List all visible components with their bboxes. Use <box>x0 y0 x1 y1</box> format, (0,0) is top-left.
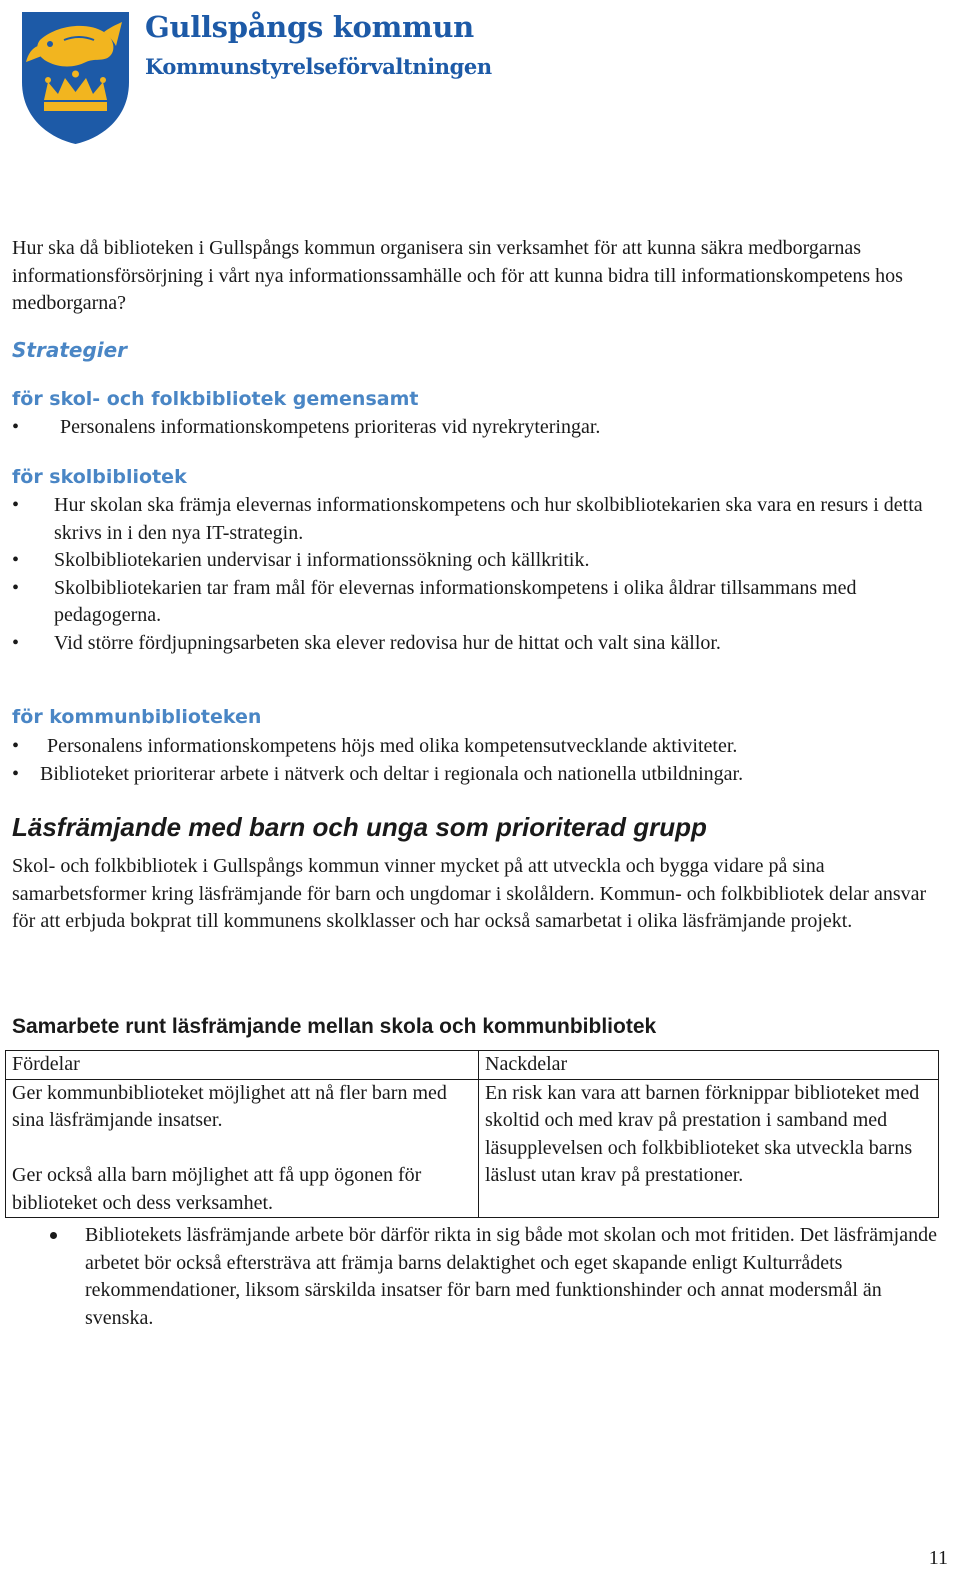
list-item: • Personalens informationskompetens prioriteras vid nyrekryteringar. <box>12 414 952 442</box>
advantages-cell <box>6 1079 479 1218</box>
disadvantages-cell: En risk kan vara att barnen förknippar biblioteket med skoltid och med krav på prestation i samband med läsupplevelsen och folkbiblioteket ska utveckla barns läslust utan krav på prestationer. <box>479 1079 939 1218</box>
municipal-list <box>12 733 952 788</box>
table-row <box>6 1079 939 1218</box>
list-item: • Hur skolan ska främja elevernas informationskompetens och hur skolbibliotekarien ska vara en resurs i detta skrivs in i den nya IT-strategin. <box>12 492 952 547</box>
strategies-heading: Strategier <box>12 338 128 362</box>
document-header <box>18 8 498 148</box>
advantage-item: Ger kommunbiblioteket möjlighet att nå fler barn med sina läsfrämjande insatser. <box>12 1081 447 1131</box>
list-item: • Skolbibliotekarien tar fram mål för elevernas informationskompetens i olika åldrar tillsammans med pedagogerna. <box>12 575 952 630</box>
table-heading: Samarbete runt läsfrämjande mellan skola och kommunbibliotek <box>12 1015 657 1038</box>
section-heading: Läsfrämjande med barn och unga som prioriterad grupp <box>12 812 707 842</box>
school-heading: för skolbibliotek <box>12 466 187 488</box>
final-list <box>48 1222 948 1332</box>
list-item: Bibliotekets läsfrämjande arbete bör därför rikta in sig både mot skolan och mot fritiden. Det läsfrämjande arbetet bör också eftersträva att främja barns delaktighet och eget skapande enligt Kulturrådets rekommendationer, liksom särskilda insatser för barn med funktionshinder och annat modersmål än svenska. <box>48 1222 948 1332</box>
school-list <box>12 492 952 657</box>
municipal-heading: för kommunbiblioteken <box>12 706 262 728</box>
list-item: • Vid större fördjupningsarbeten ska elever redovisa hur de hittat och valt sina källor. <box>12 630 952 658</box>
table-header-disadvantages: Nackdelar <box>479 1051 939 1080</box>
section-paragraph: Skol- och folkbibliotek i Gullspångs kommun vinner mycket på att utveckla och bygga vidare på sina samarbetsformer kring läsfrämjande för barn och ungdomar i skolåldern. Kommun- och folkbibliotek delar ansvar för att erbjuda bokprat till kommunens skolklasser och har också samarbetat i olika läsfrämjande projekt. <box>12 855 927 932</box>
intro-paragraph: Hur ska då biblioteken i Gullspångs kommun organisera sin verksamhet för att kunna säkra medborgarnas informationsförsörjning i vårt nya informationssamhälle och för att kunna bidra till informationskompetens hos medborgarna? <box>12 237 903 314</box>
table-row <box>6 1051 939 1080</box>
organization-name: Gullspångs kommun <box>145 10 474 44</box>
common-list <box>12 414 952 442</box>
list-item: • Skolbibliotekarien undervisar i informationssökning och källkritik. <box>12 547 952 575</box>
page-number: 11 <box>928 1547 948 1569</box>
coat-of-arms-icon <box>18 10 133 146</box>
list-item: • Personalens informationskompetens höjs med olika kompetensutvecklande aktiviteter. <box>12 733 952 761</box>
comparison-table <box>5 1050 939 1218</box>
list-item: • Biblioteket prioriterar arbete i nätverk och deltar i regionala och nationella utbildningar. <box>12 761 952 789</box>
department-name: Kommunstyrelseförvaltningen <box>145 54 492 79</box>
common-heading: för skol- och folkbibliotek gemensamt <box>12 388 419 410</box>
advantage-item: Ger också alla barn möjlighet att få upp ögonen för biblioteket och dess verksamhet. <box>12 1164 422 1214</box>
table-header-advantages: Fördelar <box>6 1051 479 1080</box>
